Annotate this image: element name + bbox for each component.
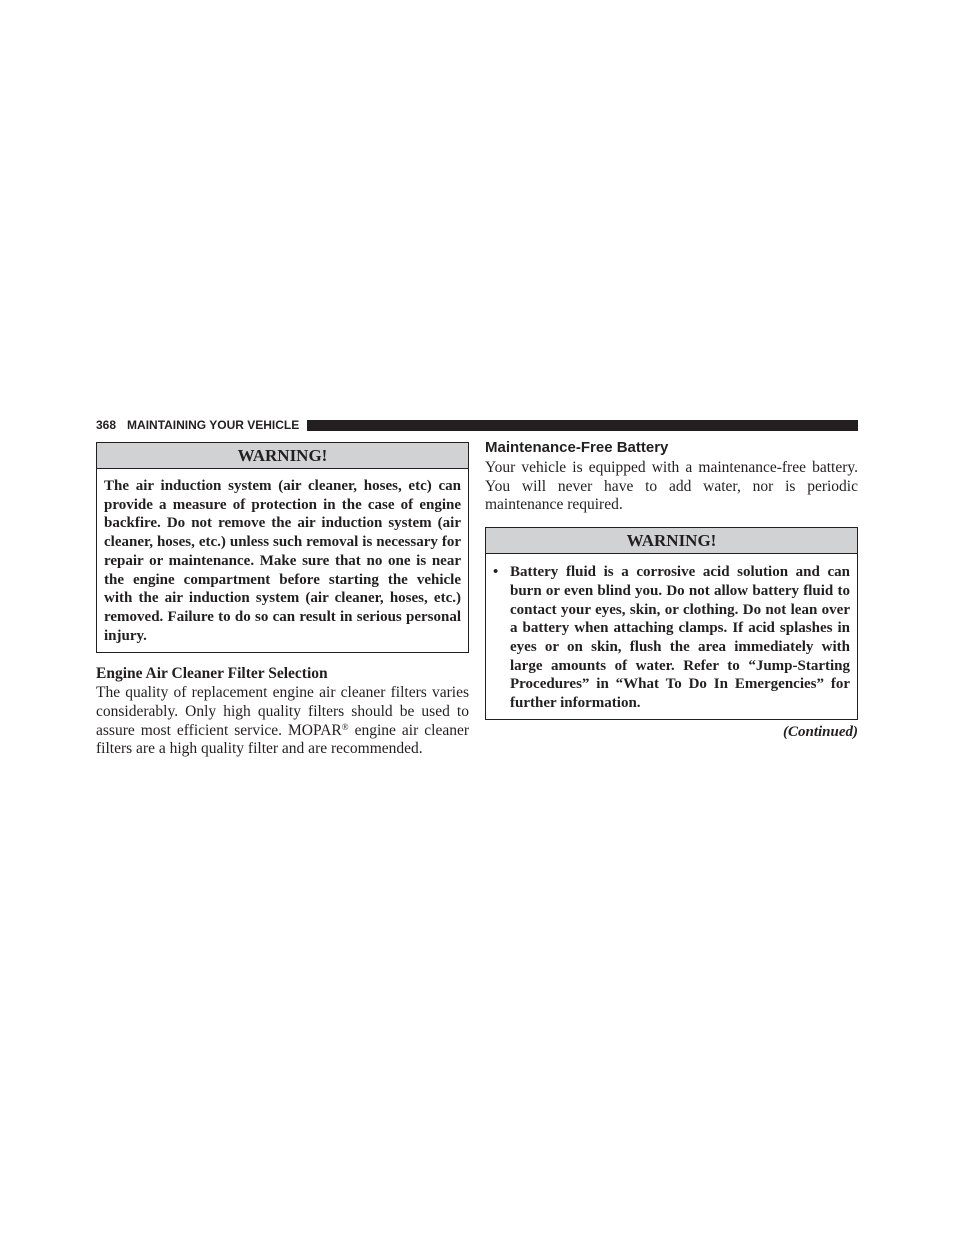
section-title: MAINTAINING YOUR VEHICLE	[127, 418, 300, 432]
warning-title: WARNING!	[97, 443, 468, 469]
air-induction-warning-box	[96, 442, 469, 653]
paragraph-text-end: engine air cleaner filters are a high quality filter and are recommended.	[96, 721, 469, 758]
battery-intro-paragraph: Your vehicle is equipped with a maintenance-free battery. You will never have to add water, nor is periodic maintenance required.	[485, 459, 858, 514]
bullet-icon: •	[493, 564, 499, 581]
filter-selection-paragraph	[96, 684, 469, 759]
registered-mark: ®	[341, 721, 349, 732]
paragraph-text-start: The quality of replacement engine air cleaner filters varies considerably. Only high quality filters should be used to assure most efficient service. MOPAR	[96, 684, 469, 739]
page-number: 368	[96, 418, 117, 432]
warning-bullet-text: Battery fluid is a corrosive acid solution and can burn or even blind you. Do not allow battery fluid to contact your eyes, skin, or clothing. Do not lean over a battery when attaching clamps. If acid splashes in eyes or on skin, flush the area immediately with large amounts of water. Refer to “Jump-Starting Procedures” in “What To Do In Emergencies” for further information.	[510, 564, 850, 712]
left-column	[96, 442, 469, 759]
page-header	[96, 417, 858, 433]
maintenance-free-battery-heading: Maintenance-Free Battery	[485, 439, 669, 456]
filter-selection-heading: Engine Air Cleaner Filter Selection	[96, 665, 328, 683]
right-column	[485, 439, 858, 741]
battery-warning-box	[485, 527, 858, 720]
header-rule	[307, 420, 858, 431]
warning-text: The air induction system (air cleaner, hoses, etc) can provide a measure of protection in the case of engine backfire. Do not remove the air induction system (air cleaner, hoses, etc.) unless such removal is necessary for repair or maintenance. Make sure that no one is near the engine compartment before starting the vehicle with the air induction system (air cleaner, hoses, etc.) removed. Failure to do so can result in serious personal injury.	[104, 478, 461, 644]
warning-bullet-item	[486, 554, 857, 719]
warning-title: WARNING!	[486, 528, 857, 554]
continued-note: (Continued)	[782, 723, 858, 740]
